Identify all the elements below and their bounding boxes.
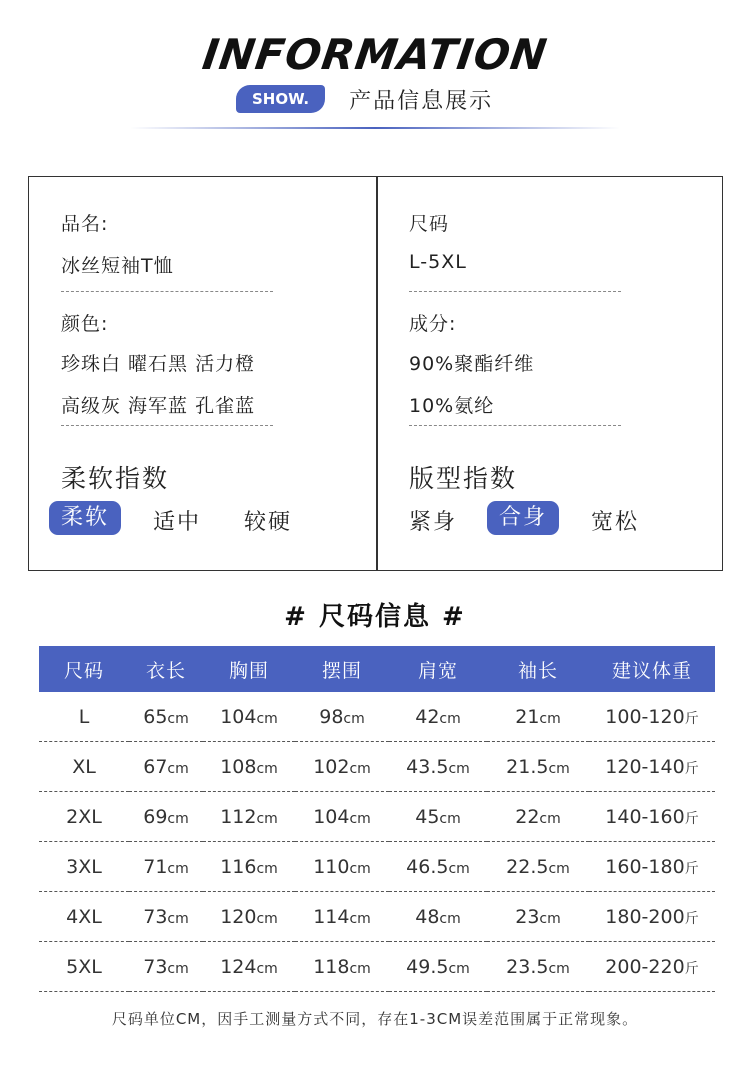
size-cell: 2XL [39,792,129,842]
product-info-box [28,176,723,571]
size-table [39,646,715,992]
header-cell: 摆围 [295,646,389,692]
measure-cell: 71cm [129,842,203,892]
measure-cell: 98cm [295,692,389,742]
measurement-note: 尺码单位CM，因手工测量方式不同，存在1-3CM误差范围属于正常现象。 [111,1010,639,1028]
measure-cell: 116cm [203,842,295,892]
header-row [236,84,493,114]
header-underline [130,127,620,129]
table-row [39,692,715,742]
header-cell: 尺码 [39,646,129,692]
measure-cell: 160-180斤 [589,842,715,892]
measure-cell: 124cm [203,942,295,992]
divider-dotted [409,425,621,426]
size-cell: 3XL [39,842,129,892]
color-label: 颜色: [61,313,109,335]
measure-cell: 108cm [203,742,295,792]
measure-cell: 22.5cm [487,842,589,892]
softness-option-medium: 适中 [153,510,202,535]
measure-cell: 67cm [129,742,203,792]
measure-cell: 118cm [295,942,389,992]
measure-cell: 69cm [129,792,203,842]
measure-cell: 21.5cm [487,742,589,792]
divider-dotted [409,291,621,292]
measure-cell: 110cm [295,842,389,892]
table-row [39,942,715,992]
size-value: L-5XL [409,251,467,273]
header-cell: 衣长 [129,646,203,692]
header-subtitle: 产品信息展示 [349,88,494,114]
measure-cell: 48cm [389,892,487,942]
table-row [39,842,715,892]
measure-cell: 22cm [487,792,589,842]
fit-option-tight: 紧身 [409,510,458,535]
product-name-value: 冰丝短袖T恤 [61,255,174,277]
table-row [39,742,715,792]
measure-cell: 46.5cm [389,842,487,892]
measure-cell: 42cm [389,692,487,742]
size-cell: XL [39,742,129,792]
measure-cell: 49.5cm [389,942,487,992]
measure-cell: 104cm [295,792,389,842]
size-cell: L [39,692,129,742]
measure-cell: 100-120斤 [589,692,715,742]
size-cell: 4XL [39,892,129,942]
softness-title: 柔软指数 [61,464,170,493]
measure-cell: 73cm [129,942,203,992]
info-divider [376,177,378,570]
measure-cell: 21cm [487,692,589,742]
fit-option-loose: 宽松 [591,510,640,535]
measure-cell: 112cm [203,792,295,842]
table-row [39,792,715,842]
header-cell: 胸围 [203,646,295,692]
measure-cell: 114cm [295,892,389,942]
measure-cell: 23cm [487,892,589,942]
divider-dotted [61,425,273,426]
measure-cell: 45cm [389,792,487,842]
show-pill: SHOW. [236,85,325,113]
size-table-header [39,646,715,692]
header-cell: 建议体重 [589,646,715,692]
product-name-label: 品名: [61,213,109,235]
measure-cell: 43.5cm [389,742,487,792]
table-row [39,892,715,942]
fit-title: 版型指数 [409,464,518,493]
measure-cell: 180-200斤 [589,892,715,942]
measure-cell: 65cm [129,692,203,742]
header-title: INFORMATION [199,30,551,79]
measure-cell: 200-220斤 [589,942,715,992]
header-cell: 袖长 [487,646,589,692]
material-label: 成分: [409,313,457,335]
measure-cell: 73cm [129,892,203,942]
divider-dotted [61,291,273,292]
size-label: 尺码 [409,213,450,235]
material-line-2: 10%氨纶 [409,395,495,417]
measure-cell: 102cm [295,742,389,792]
color-line-2: 高级灰 海军蓝 孔雀蓝 [61,395,256,417]
fit-option-regular: 合身 [487,501,559,535]
softness-option-soft: 柔软 [49,501,121,535]
measure-cell: 140-160斤 [589,792,715,842]
material-line-1: 90%聚酯纤维 [409,353,535,375]
softness-option-hard: 较硬 [244,510,293,535]
measure-cell: 120cm [203,892,295,942]
color-line-1: 珍珠白 曜石黑 活力橙 [61,353,256,375]
measure-cell: 23.5cm [487,942,589,992]
size-cell: 5XL [39,942,129,992]
measure-cell: 120-140斤 [589,742,715,792]
measure-cell: 104cm [203,692,295,742]
header-cell: 肩宽 [389,646,487,692]
size-info-title: # 尺码信息 # [284,602,466,632]
